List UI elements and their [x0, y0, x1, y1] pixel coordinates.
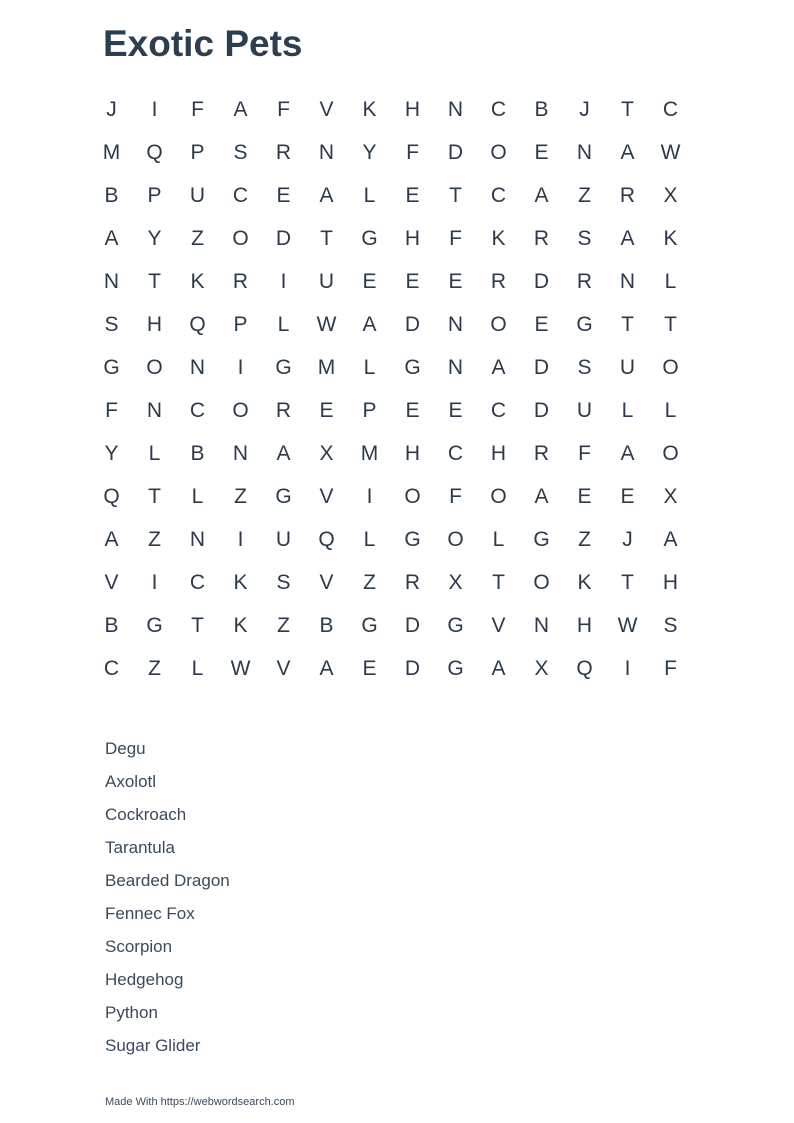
grid-row — [90, 475, 692, 518]
grid-letter: C — [662, 98, 679, 121]
grid-letter: F — [105, 399, 118, 422]
grid-letter: T — [148, 485, 161, 508]
grid-letter: H — [404, 442, 421, 465]
grid-letter: W — [617, 614, 638, 637]
grid-letter: O — [447, 528, 464, 551]
grid-letter: X — [319, 442, 334, 465]
grid-letter: A — [620, 442, 635, 465]
grid-letter: Y — [362, 141, 377, 164]
grid-row — [90, 217, 692, 260]
grid-letter: O — [232, 399, 249, 422]
grid-letter: K — [577, 571, 592, 594]
grid-letter: Z — [578, 528, 591, 551]
grid-letter: E — [276, 184, 291, 207]
grid-letter: G — [275, 485, 292, 508]
grid-letter: S — [663, 614, 678, 637]
grid-letter: P — [190, 141, 205, 164]
grid-letter: Q — [103, 485, 120, 508]
grid-letter: B — [319, 614, 334, 637]
grid-letter: G — [404, 528, 421, 551]
grid-letter: X — [663, 485, 678, 508]
grid-letter: L — [664, 399, 677, 422]
grid-letter: V — [319, 571, 334, 594]
grid-letter: L — [277, 313, 290, 336]
grid-letter: M — [360, 442, 379, 465]
grid-letter: N — [447, 98, 464, 121]
grid-letter: E — [448, 270, 463, 293]
grid-letter: N — [189, 356, 206, 379]
grid-letter: C — [490, 184, 507, 207]
word-list — [105, 734, 230, 1064]
grid-letter: A — [534, 485, 549, 508]
grid-row — [90, 131, 692, 174]
grid-letter: K — [663, 227, 678, 250]
grid-letter: W — [316, 313, 337, 336]
grid-letter: O — [662, 356, 679, 379]
grid-letter: V — [491, 614, 506, 637]
grid-letter: Y — [104, 442, 119, 465]
grid-letter: G — [103, 356, 120, 379]
grid-letter: A — [620, 141, 635, 164]
grid-letter: K — [233, 571, 248, 594]
grid-letter: I — [151, 98, 158, 121]
grid-letter: Z — [363, 571, 376, 594]
footer-credit: Made With https://webwordsearch.com — [105, 1096, 295, 1108]
grid-letter: T — [621, 571, 634, 594]
grid-letter: D — [533, 270, 550, 293]
grid-letter: C — [447, 442, 464, 465]
grid-letter: E — [362, 657, 377, 680]
grid-letter: Q — [189, 313, 206, 336]
grid-letter: O — [404, 485, 421, 508]
grid-letter: C — [103, 657, 120, 680]
grid-row — [90, 389, 692, 432]
grid-letter: O — [232, 227, 249, 250]
grid-letter: D — [275, 227, 292, 250]
grid-letter: C — [490, 98, 507, 121]
grid-letter: G — [576, 313, 593, 336]
grid-letter: G — [447, 657, 464, 680]
word-list-item: Fennec Fox — [105, 904, 195, 923]
grid-letter: H — [404, 227, 421, 250]
grid-row — [90, 647, 692, 690]
grid-letter: R — [533, 227, 550, 250]
grid-letter: R — [232, 270, 249, 293]
grid-letter: C — [189, 399, 206, 422]
grid-letter: A — [491, 356, 506, 379]
grid-letter: B — [104, 184, 119, 207]
grid-row — [90, 432, 692, 475]
grid-row — [90, 518, 692, 561]
grid-letter: T — [449, 184, 462, 207]
grid-letter: O — [490, 313, 507, 336]
grid-letter: K — [190, 270, 205, 293]
word-list-item: Bearded Dragon — [105, 871, 230, 890]
grid-letter: Q — [576, 657, 593, 680]
grid-letter: I — [237, 528, 244, 551]
grid-letter: O — [146, 356, 163, 379]
grid-letter: K — [491, 227, 506, 250]
grid-letter: Q — [146, 141, 163, 164]
grid-letter: P — [233, 313, 248, 336]
grid-letter: E — [405, 270, 420, 293]
grid-letter: D — [447, 141, 464, 164]
grid-letter: T — [191, 614, 204, 637]
grid-letter: G — [447, 614, 464, 637]
grid-letter: D — [533, 356, 550, 379]
grid-letter: N — [447, 356, 464, 379]
grid-letter: Y — [147, 227, 162, 250]
grid-letter: E — [405, 184, 420, 207]
grid-letter: E — [534, 313, 549, 336]
grid-letter: A — [491, 657, 506, 680]
grid-letter: J — [106, 98, 117, 121]
grid-letter: A — [104, 227, 119, 250]
grid-letter: A — [663, 528, 678, 551]
grid-letter: O — [490, 141, 507, 164]
grid-letter: S — [233, 141, 248, 164]
grid-letter: R — [576, 270, 593, 293]
grid-letter: G — [275, 356, 292, 379]
grid-letter: L — [492, 528, 505, 551]
grid-letter: B — [190, 442, 205, 465]
grid-row — [90, 260, 692, 303]
grid-letter: S — [577, 356, 592, 379]
grid-letter: S — [577, 227, 592, 250]
grid-letter: V — [319, 98, 334, 121]
grid-letter: L — [191, 657, 204, 680]
word-list-item: Sugar Glider — [105, 1036, 201, 1055]
grid-letter: N — [103, 270, 120, 293]
grid-letter: A — [362, 313, 377, 336]
grid-letter: C — [232, 184, 249, 207]
grid-letter: W — [660, 141, 681, 164]
grid-letter: L — [191, 485, 204, 508]
grid-letter: T — [320, 227, 333, 250]
grid-letter: Z — [234, 485, 247, 508]
grid-letter: A — [233, 98, 248, 121]
grid-row — [90, 561, 692, 604]
grid-letter: J — [622, 528, 633, 551]
page-title: Exotic Pets — [103, 23, 303, 64]
word-list-item: Scorpion — [105, 937, 173, 956]
grid-letter: Z — [148, 657, 161, 680]
grid-letter: G — [146, 614, 163, 637]
grid-row — [90, 88, 692, 131]
grid-letter: O — [533, 571, 550, 594]
word-list-item: Hedgehog — [105, 970, 184, 989]
grid-letter: N — [619, 270, 636, 293]
grid-letter: T — [664, 313, 677, 336]
grid-row — [90, 174, 692, 217]
grid-letter: Z — [191, 227, 204, 250]
grid-letter: U — [318, 270, 335, 293]
word-list-item: Tarantula — [105, 838, 175, 857]
word-list-item: Degu — [105, 739, 146, 758]
grid-letter: Z — [277, 614, 290, 637]
grid-row — [90, 346, 692, 389]
grid-letter: F — [449, 485, 462, 508]
grid-letter: G — [361, 227, 378, 250]
grid-letter: E — [362, 270, 377, 293]
grid-letter: N — [447, 313, 464, 336]
grid-letter: S — [104, 313, 119, 336]
grid-letter: A — [620, 227, 635, 250]
grid-letter: P — [362, 399, 377, 422]
grid-letter: I — [151, 571, 158, 594]
grid-letter: W — [230, 657, 251, 680]
grid-letter: O — [662, 442, 679, 465]
grid-letter: B — [534, 98, 549, 121]
grid-letter: H — [146, 313, 163, 336]
grid-letter: R — [275, 399, 292, 422]
grid-letter: I — [237, 356, 244, 379]
grid-letter: M — [102, 141, 121, 164]
grid-letter: E — [319, 399, 334, 422]
grid-letter: D — [404, 614, 421, 637]
grid-letter: C — [189, 571, 206, 594]
grid-letter: G — [361, 614, 378, 637]
grid-letter: I — [624, 657, 631, 680]
grid-letter: L — [148, 442, 161, 465]
grid-letter: V — [104, 571, 119, 594]
grid-letter: F — [277, 98, 290, 121]
grid-letter: L — [363, 184, 376, 207]
grid-letter: J — [579, 98, 590, 121]
grid-letter: N — [189, 528, 206, 551]
grid-letter: H — [662, 571, 679, 594]
grid-letter: E — [620, 485, 635, 508]
word-list-item: Axolotl — [105, 772, 157, 791]
grid-letter: F — [191, 98, 204, 121]
word-list-item: Cockroach — [105, 805, 187, 824]
grid-letter: N — [232, 442, 249, 465]
grid-letter: S — [276, 571, 291, 594]
grid-letter: I — [366, 485, 373, 508]
grid-letter: B — [104, 614, 119, 637]
grid-letter: T — [492, 571, 505, 594]
grid-letter: C — [490, 399, 507, 422]
grid-letter: X — [448, 571, 463, 594]
grid-letter: L — [363, 528, 376, 551]
grid-letter: U — [189, 184, 206, 207]
grid-letter: Z — [148, 528, 161, 551]
grid-letter: D — [404, 657, 421, 680]
grid-letter: E — [577, 485, 592, 508]
grid-letter: R — [275, 141, 292, 164]
grid-letter: U — [619, 356, 636, 379]
grid-letter: R — [404, 571, 421, 594]
grid-letter: R — [490, 270, 507, 293]
grid-letter: T — [621, 98, 634, 121]
grid-letter: L — [363, 356, 376, 379]
grid-letter: N — [318, 141, 335, 164]
grid-letter: G — [533, 528, 550, 551]
grid-letter: P — [147, 184, 162, 207]
grid-letter: L — [621, 399, 634, 422]
grid-letter: N — [576, 141, 593, 164]
grid-letter: D — [533, 399, 550, 422]
grid-letter: A — [534, 184, 549, 207]
grid-letter: X — [663, 184, 678, 207]
grid-letter: E — [405, 399, 420, 422]
grid-letter: H — [404, 98, 421, 121]
grid-letter: R — [619, 184, 636, 207]
grid-letter: T — [148, 270, 161, 293]
grid-letter: O — [490, 485, 507, 508]
grid-letter: Z — [578, 184, 591, 207]
grid-letter: N — [533, 614, 550, 637]
grid-letter: M — [317, 356, 336, 379]
grid-letter: H — [576, 614, 593, 637]
grid-letter: U — [576, 399, 593, 422]
grid-letter: R — [533, 442, 550, 465]
grid-letter: A — [276, 442, 291, 465]
grid-letter: N — [146, 399, 163, 422]
grid-letter: F — [449, 227, 462, 250]
grid-letter: F — [578, 442, 591, 465]
grid-letter: I — [280, 270, 287, 293]
grid-letter: A — [319, 657, 334, 680]
grid-row — [90, 604, 692, 647]
grid-letter: G — [404, 356, 421, 379]
grid-letter: T — [621, 313, 634, 336]
grid-letter: E — [448, 399, 463, 422]
grid-letter: V — [276, 657, 291, 680]
grid-row — [90, 303, 692, 346]
grid-letter: A — [319, 184, 334, 207]
grid-letter: Q — [318, 528, 335, 551]
grid-letter: V — [319, 485, 334, 508]
grid-letter: E — [534, 141, 549, 164]
grid-letter: A — [104, 528, 119, 551]
grid-letter: K — [362, 98, 377, 121]
grid-letter: H — [490, 442, 507, 465]
grid-letter: F — [664, 657, 677, 680]
letter-grid — [90, 88, 692, 690]
word-list-item: Python — [105, 1003, 158, 1022]
grid-letter: F — [406, 141, 419, 164]
grid-letter: X — [534, 657, 549, 680]
grid-letter: D — [404, 313, 421, 336]
grid-letter: K — [233, 614, 248, 637]
grid-letter: L — [664, 270, 677, 293]
grid-letter: U — [275, 528, 292, 551]
